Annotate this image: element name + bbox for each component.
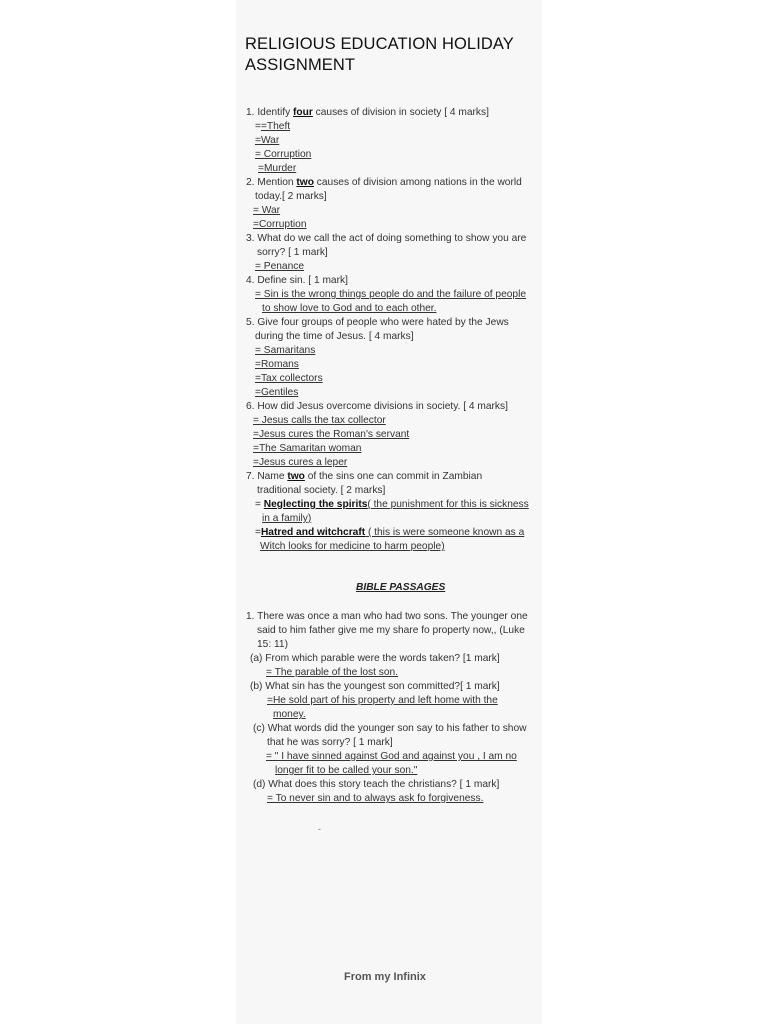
- answer-a: = The parable of the lost son.: [266, 667, 399, 678]
- answer-5-4: =Gentiles: [255, 387, 299, 398]
- answer-5-2: =Romans: [255, 359, 299, 370]
- answer-7-2-line-2: Witch looks for medicine to harm people): [260, 541, 445, 552]
- document-title: RELIGIOUS EDUCATION HOLIDAY ASSIGNMENT: [245, 35, 514, 74]
- passage-1-line-3: 15: 11): [257, 639, 288, 650]
- question-6: 6. How did Jesus overcome divisions in society. [ 4 marks]: [246, 401, 508, 412]
- question-4: 4. Define sin. [ 1 mark]: [246, 275, 348, 286]
- answer-1-2: =War: [255, 135, 280, 146]
- answer-6-3: =The Samaritan woman: [253, 443, 362, 454]
- question-7: 7. Name two of the sins one can commit in Zambian: [246, 471, 483, 482]
- answer-d: = To never sin and to always ask fo forgiveness.: [267, 793, 484, 804]
- answer-1-3: = Corruption: [255, 149, 312, 160]
- passage-1-line-1: 1. There was once a man who had two sons. The younger one: [246, 611, 528, 622]
- question-5-line-2: during the time of Jesus. [ 4 marks]: [255, 331, 414, 342]
- answer-6-2: =Jesus cures the Roman's servant: [253, 429, 410, 440]
- question-2-line-2: today.[ 2 marks]: [255, 191, 327, 202]
- answer-7-2: =Hatred and witchcraft ( this is were someone known as a: [255, 527, 525, 538]
- answer-b-line-2: money.: [273, 709, 306, 720]
- answer-c-line-1: = " I have sinned against God and against you , I am no: [266, 751, 517, 762]
- question-7-line-2: traditional society. [ 2 marks]: [257, 485, 386, 496]
- answer-2-1: = War: [253, 205, 281, 216]
- answer-6-4: =Jesus cures a leper: [253, 457, 348, 468]
- question-2: 2. Mention two causes of division among nations in the world: [246, 177, 522, 188]
- answer-b-line-1: =He sold part of his property and left home with the: [267, 695, 498, 706]
- question-d: (d) What does this story teach the christians? [ 1 mark]: [253, 779, 500, 790]
- footer-watermark: From my Infinix: [344, 971, 426, 983]
- answer-2-2: =Corruption: [253, 219, 307, 230]
- passage-1-line-2: said to him father give me my share fo property now,, (Luke: [257, 625, 525, 636]
- question-1: 1. Identify four causes of division in society [ 4 marks]: [246, 107, 489, 118]
- answer-4-line-2: to show love to God and to each other.: [262, 303, 437, 314]
- answer-4-line-1: = Sin is the wrong things people do and the failure of people: [255, 289, 527, 300]
- answer-1-4: =Murder: [258, 163, 297, 174]
- answer-7-1-line-2: in a family): [262, 513, 312, 524]
- question-3: 3. What do we call the act of doing something to show you are: [246, 233, 527, 244]
- answer-5-3: =Tax collectors: [255, 373, 323, 384]
- question-c-line-2: that he was sorry? [ 1 mark]: [267, 737, 393, 748]
- question-b: (b) What sin has the youngest son committed?[ 1 mark]: [250, 681, 500, 692]
- question-c: (c) What words did the younger son say to his father to show: [253, 723, 527, 734]
- section-title-bible-passages: BIBLE PASSAGES: [356, 582, 446, 593]
- answer-text: =Theft: [260, 121, 291, 132]
- question-a: (a) From which parable were the words taken? [1 mark]: [250, 653, 500, 664]
- answer-3: = Penance: [255, 261, 304, 272]
- answer-1-1: ==Theft: [255, 121, 291, 132]
- stray-mark: -: [318, 824, 321, 834]
- answer-7-1: = Neglecting the spirits( the punishment for this is sickness: [255, 499, 529, 510]
- answer-c-line-2: longer fit to be called your son.": [275, 765, 418, 776]
- question-5: 5. Give four groups of people who were hated by the Jews: [246, 317, 509, 328]
- question-3-line-2: sorry? [ 1 mark]: [257, 247, 328, 258]
- answer-5-1: = Samaritans: [255, 345, 316, 356]
- answer-6-1: = Jesus calls the tax collector: [253, 415, 386, 426]
